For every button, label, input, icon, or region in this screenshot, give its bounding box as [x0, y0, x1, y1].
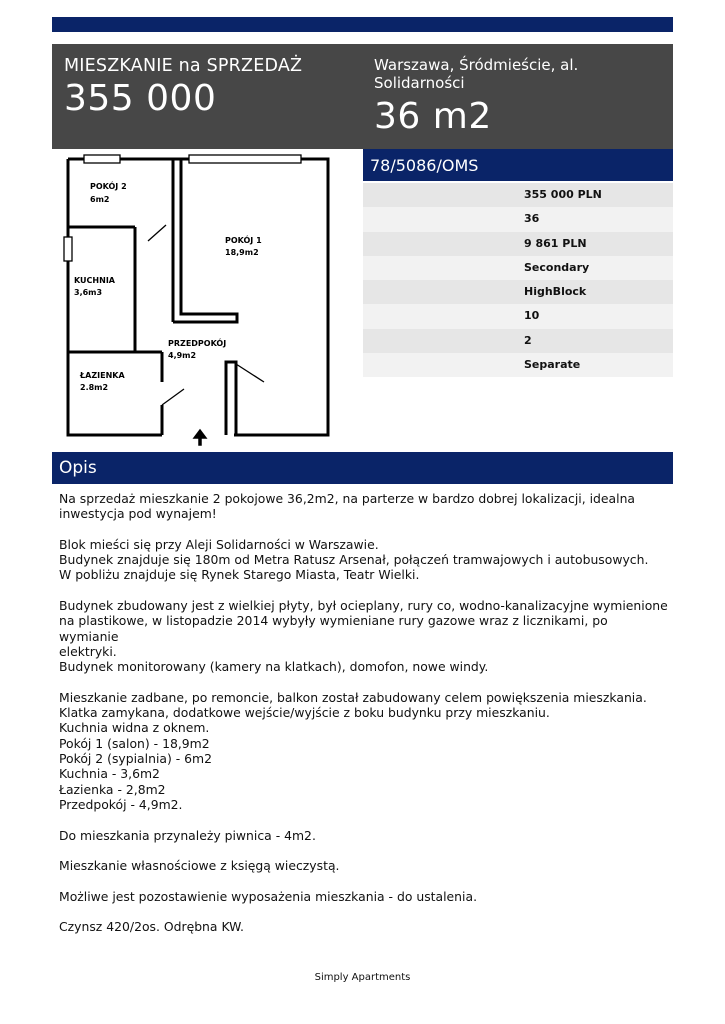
spec-table: [363, 183, 673, 377]
spec-row: [363, 280, 673, 304]
reference-bar: [363, 149, 673, 181]
room-label-lazienka: ŁAZIENKA: [80, 371, 125, 380]
room-area-lazienka: 2.8m2: [80, 383, 109, 392]
spec-row: [363, 304, 673, 328]
description-line: Budynek zbudowany jest z wielkiej płyty, był ocieplany, rury co, wodno-kanalizacyjne wymienione: [59, 598, 668, 614]
room-area-kuchnia: 3,6m3: [74, 288, 103, 297]
spec-value: HighBlock: [524, 285, 587, 299]
description-line: inwestycja pod wynajem!: [59, 506, 217, 522]
listing-header: [52, 44, 673, 149]
description-line: Przedpokój - 4,9m2.: [59, 796, 183, 812]
description-line: Czynsz 420/2os. Odrębna KW.: [59, 919, 244, 935]
spec-value: 355 000 PLN: [524, 188, 602, 201]
description-line: elektryki.: [59, 643, 117, 659]
room-area-przedpokoj: 4,9m2: [168, 351, 197, 360]
description-line: Łazienka - 2,8m2: [59, 781, 166, 797]
spec-value: 2: [524, 333, 532, 347]
description-line: Mieszkanie zadbane, po remoncie, balkon został zabudowany celem powiększenia mieszkania.: [59, 689, 647, 705]
room-label-przedpokoj: PRZEDPOKÓJ: [168, 339, 227, 348]
description-line: na plastikowe, w listopadzie 2014 wybyły wymieniane rury gazowe wraz z licznikami, po wymianie: [59, 613, 608, 644]
spec-value: 10: [524, 309, 540, 323]
room-label-pokoj1: POKÓJ 1: [225, 236, 262, 245]
location: Warszawa, Śródmieście, al. Solidarności: [374, 56, 579, 92]
description-line: Budynek znajduje się 180m od Metra Ratusz Arsenał, połączeń tramwajowych i autobusowych.: [59, 552, 649, 568]
description-line: Kuchnia widna z oknem.: [59, 720, 210, 736]
spec-row: [363, 207, 673, 231]
spec-row: [363, 353, 673, 377]
description-paragraph: [59, 537, 669, 583]
spec-value: Separate: [524, 358, 581, 372]
room-area-pokoj2: 6m2: [90, 195, 110, 204]
header-left: [64, 56, 302, 119]
description-line: Na sprzedaż mieszkanie 2 pokojowe 36,2m2, na parterze w bardzo dobrej lokalizacji, idealna: [59, 491, 636, 506]
spec-value: Secondary: [524, 260, 590, 274]
description-line: Do mieszkania przynależy piwnica - 4m2.: [59, 827, 316, 843]
description-line: Pokój 2 (sypialnia) - 6m2: [59, 751, 213, 767]
spec-row: [363, 256, 673, 280]
description-line: Możliwe jest pozostawienie wyposażenia mieszkania - do ustalenia.: [59, 888, 478, 904]
description-line: Mieszkanie własnościowe z księgą wieczystą.: [59, 858, 340, 874]
description-paragraph: [59, 690, 669, 812]
area: 36 m2: [374, 96, 492, 137]
room-label-pokoj2: POKÓJ 2: [90, 182, 127, 191]
top-accent-bar: [52, 17, 673, 32]
description-line: Budynek monitorowany (kamery na klatkach), domofon, nowe windy.: [59, 659, 489, 675]
header-right: [374, 56, 664, 137]
description-paragraph: [59, 491, 669, 522]
price: 355 000: [64, 78, 217, 119]
description-heading: Opis: [59, 458, 97, 478]
description-body: [59, 491, 669, 950]
spec-value: 36: [524, 212, 540, 226]
spec-row: [363, 232, 673, 256]
spec-value: 9 861 PLN: [524, 236, 587, 250]
spec-row: [363, 183, 673, 207]
entrance-arrow-icon: [194, 430, 206, 445]
description-line: W pobliżu znajduje się Rynek Starego Miasta, Teatr Wielki.: [59, 567, 420, 583]
spec-row: [363, 329, 673, 353]
description-paragraph: [59, 919, 669, 934]
description-line: Pokój 1 (salon) - 18,9m2: [59, 735, 210, 751]
reference-number: 78/5086/OMS: [370, 156, 479, 175]
description-paragraph: [59, 828, 669, 843]
description-paragraph: [59, 889, 669, 904]
description-paragraph: [59, 598, 669, 674]
description-heading-bar: [52, 452, 673, 484]
description-line: Klatka zamykana, dodatkowe wejście/wyjście z boku budynku przy mieszkaniu.: [59, 705, 550, 721]
room-label-kuchnia: KUCHNIA: [74, 276, 115, 285]
offer-type: MIESZKANIE na SPRZEDAŻ: [64, 56, 303, 76]
description-paragraph: [59, 858, 669, 873]
room-area-pokoj1: 18,9m2: [225, 248, 259, 257]
footer-brand: Simply Apartments: [314, 972, 411, 983]
floor-plan: [52, 149, 362, 449]
description-line: Kuchnia - 3,6m2: [59, 766, 160, 782]
description-line: Blok mieści się przy Aleji Solidarności w Warszawie.: [59, 536, 379, 552]
